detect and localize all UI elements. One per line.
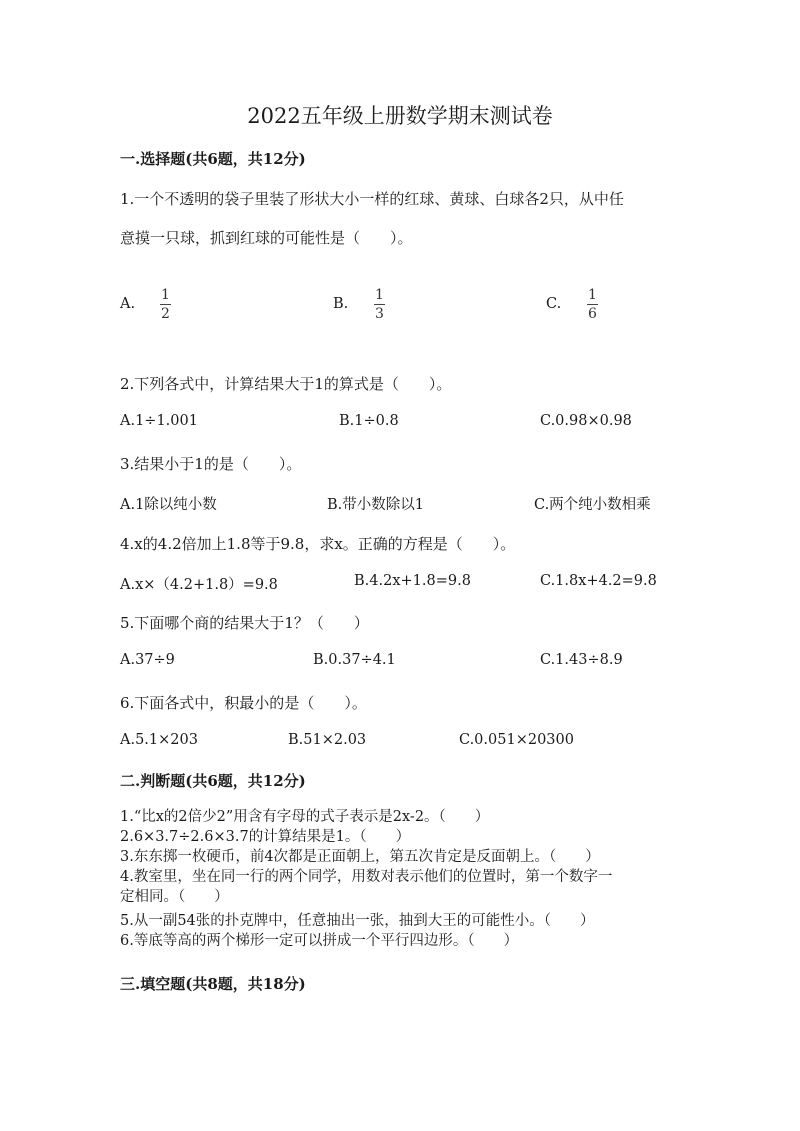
true-false-item: 4.教室里，坐在同一行的两个同学，用数对表示他们的位置时，第一个数字一 [120,869,613,885]
question-2-option-a: A.1÷1.001 [120,413,198,429]
question-1-option-b-label: B. [333,296,349,312]
true-false-item-continued: 定相同。（ ） [120,889,229,905]
question-1-option-b-fraction [374,287,385,322]
question-1-option-a-fraction [160,287,171,322]
question-5-option-b: B.0.37÷4.1 [313,652,396,668]
question-3-option-b: B.带小数除以1 [327,497,424,513]
question-1-line-1: 1.一个不透明的袋子里装了形状大小一样的红球、黄球、白球各2只，从中任 [120,190,624,208]
page-title: 2022五年级上册数学期末测试卷 [247,104,553,128]
section-heading-choice: 一.选择题(共6题，共12分) [120,150,306,168]
fraction-bar [374,304,385,305]
question-6-option-a: A.5.1×203 [120,732,198,748]
section-heading-fill-blank: 三.填空题(共8题，共18分) [120,975,306,993]
question-2-option-c: C.0.98×0.98 [540,413,632,429]
fraction-numerator: 1 [375,287,384,303]
question-1-option-a-label: A. [120,296,136,312]
fraction-bar [587,304,598,305]
question-3-option-a: A.1除以纯小数 [120,497,217,513]
question-4-option-c: C.1.8x+4.2=9.8 [540,573,657,589]
question-1-option-c-fraction [587,287,598,322]
question-4-option-b: B.4.2x+1.8=9.8 [354,573,471,589]
question-1-option-c-label: C. [546,296,562,312]
true-false-item: 1.“比x的2倍少2”用含有字母的式子表示是2x-2。（ ） [120,809,490,825]
question-5-option-c: C.1.43÷8.9 [540,652,623,668]
fraction-denominator: 3 [375,306,384,322]
fraction-denominator: 6 [588,306,597,322]
fraction-numerator: 1 [161,287,170,303]
question-6-option-b: B.51×2.03 [288,732,367,748]
section-heading-true-false: 二.判断题(共6题，共12分) [120,772,306,790]
true-false-item: 6.等底等高的两个梯形一定可以拼成一个平行四边形。（ ） [120,933,519,949]
question-1-line-2: 意摸一只球，抓到红球的可能性是（ ）。 [120,229,413,247]
true-false-item: 2.6×3.7÷2.6×3.7的计算结果是1。（ ） [120,829,411,845]
fraction-bar [160,304,171,305]
question-4-option-a: A.x×（4.2+1.8）=9.8 [120,577,278,593]
question-6-text: 6.下面各式中，积最小的是（ ）。 [120,694,367,712]
question-2-option-b: B.1÷0.8 [339,413,399,429]
question-5-option-a: A.37÷9 [120,652,175,668]
question-4-text: 4.x的4.2倍加上1.8等于9.8，求x。正确的方程是（ ）。 [120,535,516,553]
question-3-option-c: C.两个纯小数相乘 [534,497,651,513]
question-6-option-c: C.0.051×20300 [459,732,574,748]
question-5-text: 5.下面哪个商的结果大于1？（ ） [120,614,369,632]
true-false-item: 3.东东掷一枚硬币，前4次都是正面朝上，第五次肯定是反面朝上。（ ） [120,849,600,865]
question-3-text: 3.结果小于1的是（ ）。 [120,455,302,473]
fraction-numerator: 1 [588,287,597,303]
question-2-text: 2.下列各式中，计算结果大于1的算式是（ ）。 [120,375,452,393]
fraction-denominator: 2 [161,306,170,322]
true-false-item: 5.从一副54张的扑克牌中，任意抽出一张，抽到大王的可能性小。（ ） [120,913,595,929]
